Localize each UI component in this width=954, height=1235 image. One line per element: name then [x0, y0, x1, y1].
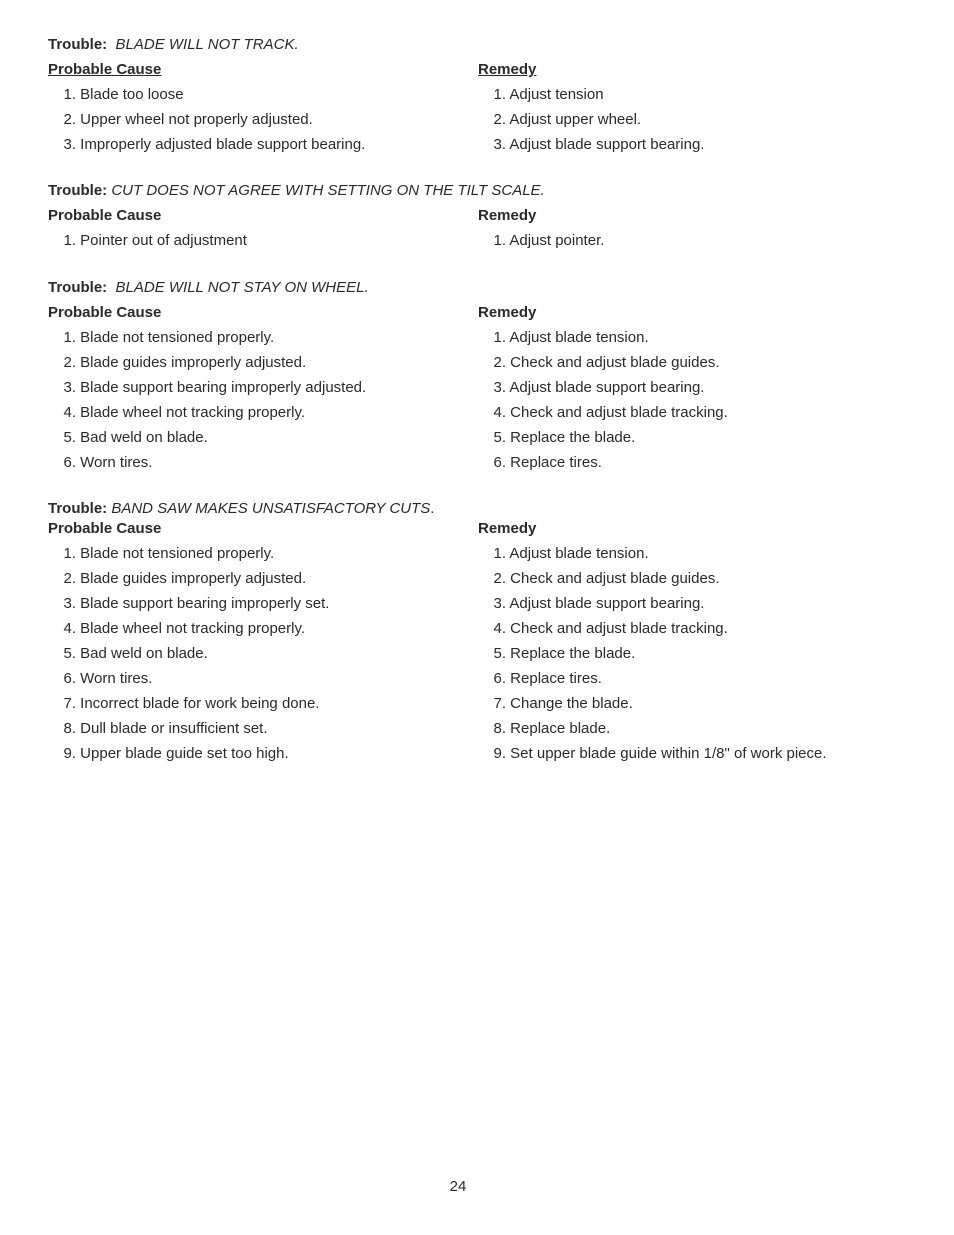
trouble-section-1: [48, 32, 908, 157]
list-item: 1. Blade too loose 1. Adjust tension: [63, 86, 604, 103]
remedy-heading: Remedy: [478, 207, 537, 224]
trouble-section-4: [48, 496, 908, 766]
remedy-text: Replace the blade.: [510, 429, 636, 446]
list-item: 4. Blade wheel not tracking properly. 4. Check and adjust blade tracking.: [63, 404, 728, 421]
trouble-label: Trouble:: [48, 500, 108, 517]
trouble-line: [48, 32, 908, 57]
trouble-line: [48, 275, 908, 300]
cause-text: Bad weld on blade.: [80, 645, 208, 662]
column-headings: [48, 203, 908, 228]
list-item: 3. Blade support bearing improperly set. 3. Adjust blade support bearing.: [63, 595, 705, 612]
trouble-suffix: .: [430, 500, 435, 517]
remedy-text: Check and adjust blade guides.: [510, 354, 720, 371]
list-item: 9. Upper blade guide set too high. 9. Set upper blade guide within 1/8" of work piece.: [63, 745, 827, 762]
cause-text: Blade not tensioned properly.: [80, 545, 275, 562]
cause-text: Blade wheel not tracking properly.: [80, 620, 306, 637]
remedy-heading: Remedy: [478, 304, 537, 321]
list-item: 8. Dull blade or insufficient set. 8. Replace blade.: [63, 720, 611, 737]
probable-cause-heading: Probable Cause: [48, 520, 162, 537]
cause-text: Bad weld on blade.: [80, 429, 208, 446]
trouble-label: Trouble:: [48, 182, 108, 199]
trouble-description: CUT DOES NOT AGREE WITH SETTING ON THE TILT SCALE.: [111, 182, 545, 199]
probable-cause-heading: Probable Cause: [48, 207, 162, 224]
trouble-line: [48, 178, 908, 203]
list-item: 2. Blade guides improperly adjusted. 2. Check and adjust blade guides.: [63, 354, 720, 371]
list-item: 6. Worn tires. 6. Replace tires.: [63, 670, 602, 687]
trouble-description: BAND SAW MAKES UNSATISFACTORY CUTS: [111, 500, 431, 517]
list-item: 4. Blade wheel not tracking properly. 4. Check and adjust blade tracking.: [63, 620, 728, 637]
cause-text: Upper blade guide set too high.: [80, 745, 289, 762]
remedy-text: Adjust blade tension.: [509, 545, 649, 562]
remedy-text: Replace tires.: [510, 670, 602, 687]
cause-text: Upper wheel not properly adjusted.: [80, 111, 313, 128]
remedy-text: Replace tires.: [510, 454, 602, 471]
cause-text: Blade support bearing improperly adjusted.: [80, 379, 367, 396]
remedy-text: Check and adjust blade tracking.: [510, 620, 728, 637]
trouble-label: Trouble:: [48, 36, 108, 53]
cause-text: Dull blade or insufficient set.: [80, 720, 268, 737]
list-item: 5. Bad weld on blade. 5. Replace the blade.: [63, 429, 636, 446]
trouble-section-3: [48, 275, 908, 475]
trouble-label: Trouble:: [48, 279, 108, 296]
remedy-text: Adjust blade tension.: [509, 329, 649, 346]
cause-text: Blade guides improperly adjusted.: [80, 354, 307, 371]
cause-text: Pointer out of adjustment: [80, 232, 247, 249]
remedy-text: Replace blade.: [510, 720, 611, 737]
trouble-description: BLADE WILL NOT STAY ON WHEEL.: [115, 279, 369, 296]
cause-text: Blade wheel not tracking properly.: [80, 404, 306, 421]
remedy-text: Adjust upper wheel.: [509, 111, 642, 128]
remedy-text: Check and adjust blade guides.: [510, 570, 720, 587]
probable-cause-heading: Probable Cause: [48, 61, 162, 78]
remedy-text: Check and adjust blade tracking.: [510, 404, 728, 421]
remedy-text: Change the blade.: [510, 695, 633, 712]
cause-text: Improperly adjusted blade support bearing.: [80, 136, 366, 153]
remedy-text: Adjust pointer.: [509, 232, 605, 249]
remedy-text: Replace the blade.: [510, 645, 636, 662]
remedy-heading: Remedy: [478, 61, 537, 78]
probable-cause-heading: Probable Cause: [48, 304, 162, 321]
list-item: 1. Blade not tensioned properly. 1. Adjust blade tension.: [63, 329, 649, 346]
remedy-text: Adjust tension: [509, 86, 604, 103]
cause-text: Blade support bearing improperly set.: [80, 595, 330, 612]
list-item: 2. Upper wheel not properly adjusted. 2. Adjust upper wheel.: [63, 111, 642, 128]
list-item: 3. Blade support bearing improperly adjusted. 3. Adjust blade support bearing.: [63, 379, 705, 396]
list-item: 6. Worn tires. 6. Replace tires.: [63, 454, 602, 471]
trouble-description: BLADE WILL NOT TRACK.: [115, 36, 299, 53]
list-item: 2. Blade guides improperly adjusted. 2. Check and adjust blade guides.: [63, 570, 720, 587]
column-headings: [48, 516, 908, 541]
cause-text: Worn tires.: [80, 670, 153, 687]
column-headings: [48, 300, 908, 325]
trouble-section-2: [48, 178, 908, 253]
remedy-text: Adjust blade support bearing.: [509, 595, 705, 612]
remedy-heading: Remedy: [478, 520, 537, 537]
cause-text: Blade too loose: [80, 86, 184, 103]
list-item: 5. Bad weld on blade. 5. Replace the blade.: [63, 645, 636, 662]
column-headings: [48, 57, 908, 82]
list-item: 1. Blade not tensioned properly. 1. Adjust blade tension.: [63, 545, 649, 562]
cause-text: Incorrect blade for work being done.: [80, 695, 320, 712]
list-item: 7. Incorrect blade for work being done. 7. Change the blade.: [63, 695, 633, 712]
remedy-text: Set upper blade guide within 1/8" of work piece.: [510, 745, 827, 762]
trouble-line: [48, 496, 908, 516]
remedy-text: Adjust blade support bearing.: [509, 379, 705, 396]
cause-text: Worn tires.: [80, 454, 153, 471]
cause-text: Blade not tensioned properly.: [80, 329, 275, 346]
list-item: 3. Improperly adjusted blade support bearing. 3. Adjust blade support bearing.: [63, 136, 705, 153]
remedy-text: Adjust blade support bearing.: [509, 136, 705, 153]
list-item: 1. Pointer out of adjustment 1. Adjust pointer.: [63, 232, 605, 249]
page-number: 24: [449, 1178, 467, 1195]
cause-text: Blade guides improperly adjusted.: [80, 570, 307, 587]
